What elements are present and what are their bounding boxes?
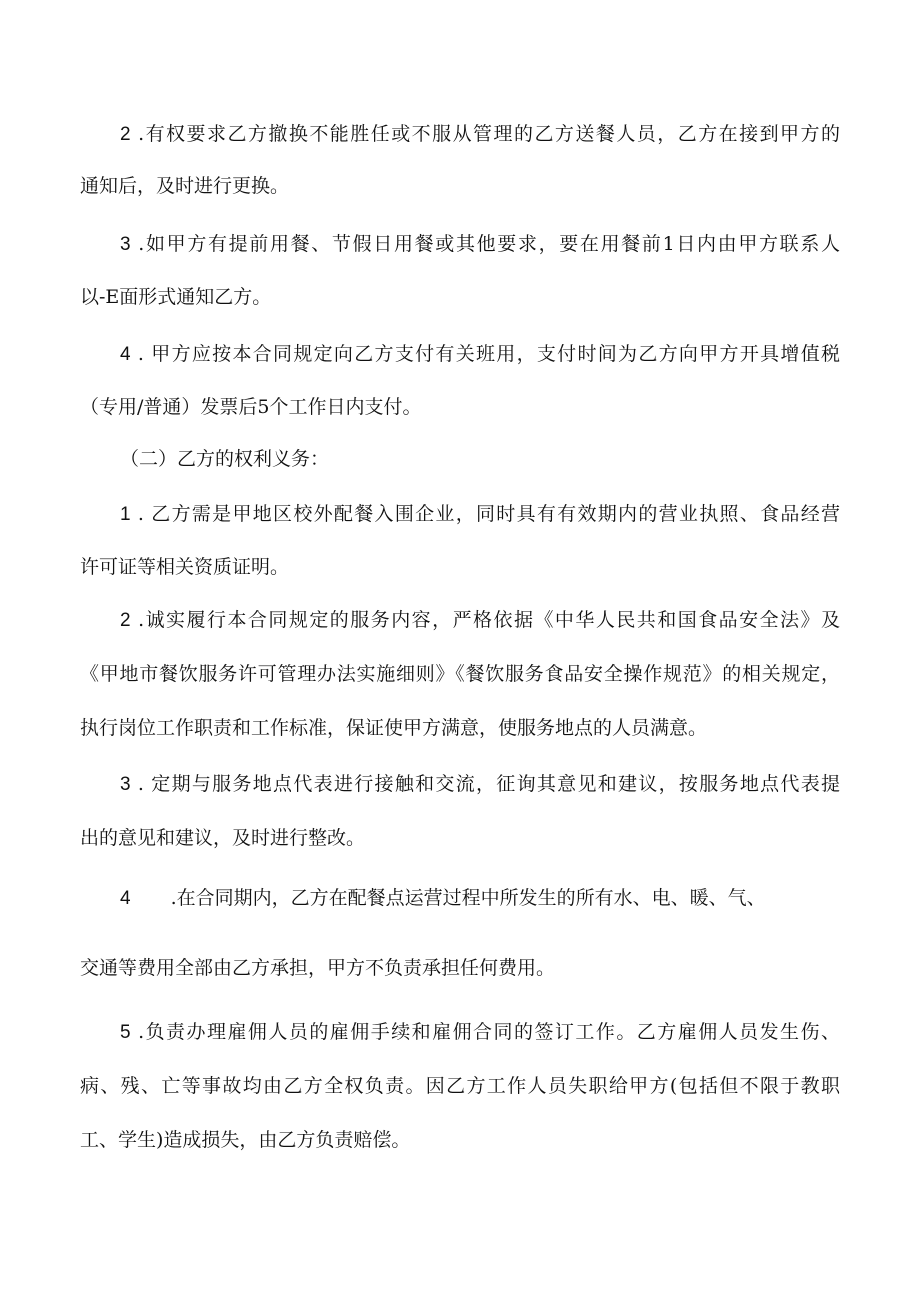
item-number: 4 [120, 344, 131, 365]
line-text: .有权要求乙方撤换不能胜任或不服从管理的乙方送餐人员，乙方在接到甲方的 [130, 123, 840, 145]
line-text: . 甲方应按本合同规定向乙方支付有关班用，支付时间为乙方向甲方开具增值税 [130, 343, 840, 365]
paragraph-line [80, 172, 840, 200]
paragraph-line [80, 553, 840, 581]
paragraph-line [120, 770, 840, 799]
line-text: .如甲方有提前用餐、节假日用餐或其他要求，要在用餐前1日内由甲方联系人 [130, 233, 840, 255]
item-number: 4 [120, 888, 131, 909]
line-text: .在合同期内，乙方在配餐点运营过程中所发生的所有水、电、暖、气、 [170, 887, 766, 909]
paragraph-line [80, 714, 840, 742]
line-text: .诚实履行本合同规定的服务内容，严格依据《中华人民共和国食品安全法》及 [130, 609, 840, 631]
line-text: 交通等费用全部由乙方承担，甲方不负责承担任何费用。 [80, 957, 556, 979]
line-text: 以-E面形式通知乙方。 [80, 286, 272, 308]
paragraph-line [120, 340, 840, 369]
paragraph-line [120, 1018, 840, 1047]
line-text: 许可证等相关资质证明。 [80, 556, 290, 578]
line-text: . 乙方需是甲地区校外配餐入围企业，同时具有有效期内的营业执照、食品经营 [130, 503, 840, 525]
paragraph-line [80, 660, 840, 688]
line-text: 出的意见和建议，及时进行整改。 [80, 827, 366, 849]
paragraph-line [120, 606, 840, 635]
line-text: 执行岗位工作职责和工作标准，保证使甲方满意，使服务地点的人员满意。 [80, 717, 708, 739]
paragraph-line [120, 884, 840, 913]
item-number: 2 [120, 124, 131, 145]
paragraph-line [80, 954, 840, 982]
section-heading [120, 445, 840, 473]
item-number: 3 [120, 774, 131, 795]
paragraph-line [120, 500, 840, 529]
paragraph-line [80, 283, 840, 311]
item-number: 5 [120, 1022, 131, 1043]
line-text: 工、学生)造成损失，由乙方负责赔偿。 [80, 1129, 411, 1151]
item-number: 3 [120, 234, 131, 255]
paragraph-line [120, 120, 840, 149]
paragraph-line [80, 1126, 840, 1154]
line-text: 《甲地市餐饮服务许可管理办法实施细则》《餐饮服务食品安全操作规范》的相关规定， [80, 663, 840, 685]
paragraph-line [120, 230, 840, 259]
line-text: . 定期与服务地点代表进行接触和交流，征询其意见和建议，按服务地点代表提 [130, 773, 840, 795]
item-number: 1 [120, 504, 131, 525]
item-number: 2 [120, 610, 131, 631]
line-text: .负责办理雇佣人员的雇佣手续和雇佣合同的签订工作。乙方雇佣人员发生伤、 [130, 1021, 840, 1043]
line-text: 病、残、亡等事故均由乙方全权负责。因乙方工作人员失职给甲方(包括但不限于教职 [80, 1075, 840, 1097]
line-text: 通知后，及时进行更换。 [80, 175, 290, 197]
paragraph-line [80, 393, 840, 421]
paragraph-line [80, 1072, 840, 1100]
line-text: （专用/普通）发票后5个工作日内支付。 [80, 396, 422, 418]
heading-text: （二）乙方的权利义务： [120, 448, 330, 470]
paragraph-line [80, 824, 840, 852]
